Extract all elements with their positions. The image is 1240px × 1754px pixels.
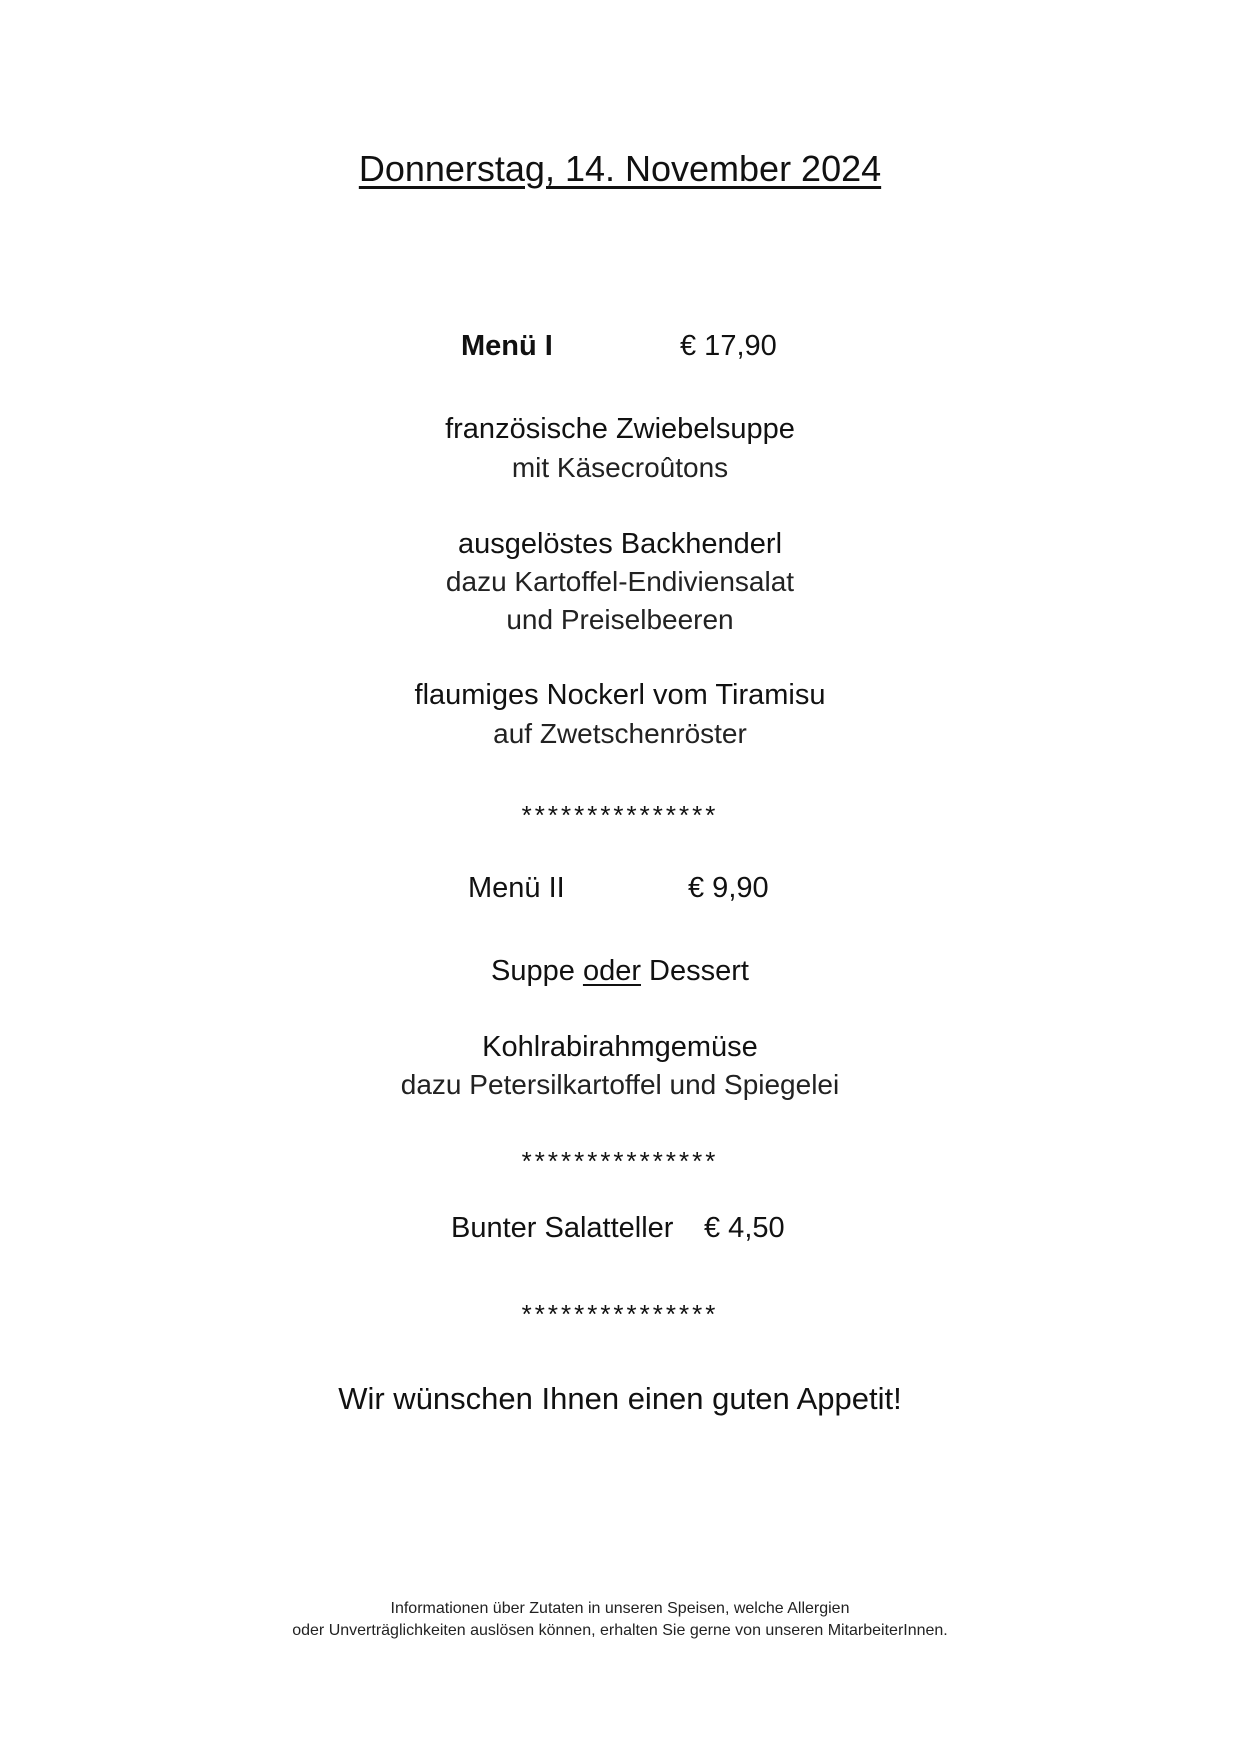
- menu1-soup: französische Zwiebelsuppe: [445, 413, 795, 445]
- menu2-main-side: dazu Petersilkartoffel und Spiegelei: [400, 1069, 840, 1100]
- menu2-choice-dessert: Dessert: [649, 955, 749, 987]
- menu1-price: € 17,90: [680, 330, 777, 362]
- menu1-main-side-1: dazu Kartoffel-Endiviensalat: [445, 566, 795, 597]
- menu1-soup-side: mit Käsecroûtons: [511, 452, 729, 483]
- menu1-main-side-2: und Preiselbeeren: [506, 604, 734, 635]
- menu1-main: ausgelöstes Backhenderl: [457, 528, 783, 560]
- closing-wish: Wir wünschen Ihnen einen guten Appetit!: [338, 1381, 902, 1416]
- allergy-note-line-1: Informationen über Zutaten in unseren Speisen, welche Allergien: [390, 1600, 850, 1617]
- menu1-dessert-side: auf Zwetschenröster: [493, 718, 747, 749]
- separator-3: ***************: [521, 1299, 719, 1329]
- salad-price: € 4,50: [704, 1212, 785, 1244]
- menu2-choice-or: oder: [582, 955, 641, 987]
- menu2-name: Menü II: [468, 872, 565, 904]
- menu2-choice: [0, 955, 1240, 988]
- allergy-note-line-2: oder Unverträglichkeiten auslösen können, erhalten Sie gerne von unseren MitarbeiterInnen.: [292, 1622, 948, 1639]
- separator-2: ***************: [521, 1146, 719, 1176]
- salad-name: Bunter Salatteller: [451, 1212, 674, 1244]
- menu2-price: € 9,90: [688, 872, 769, 904]
- menu2-main: Kohlrabirahmgemüse: [482, 1031, 758, 1063]
- separator-1: ***************: [521, 800, 719, 830]
- menu1-dessert: flaumiges Nockerl vom Tiramisu: [414, 679, 826, 711]
- menu2-choice-soup: Suppe: [491, 955, 575, 987]
- menu1-name: Menü I: [461, 330, 553, 362]
- date-title: Donnerstag, 14. November 2024: [358, 148, 882, 189]
